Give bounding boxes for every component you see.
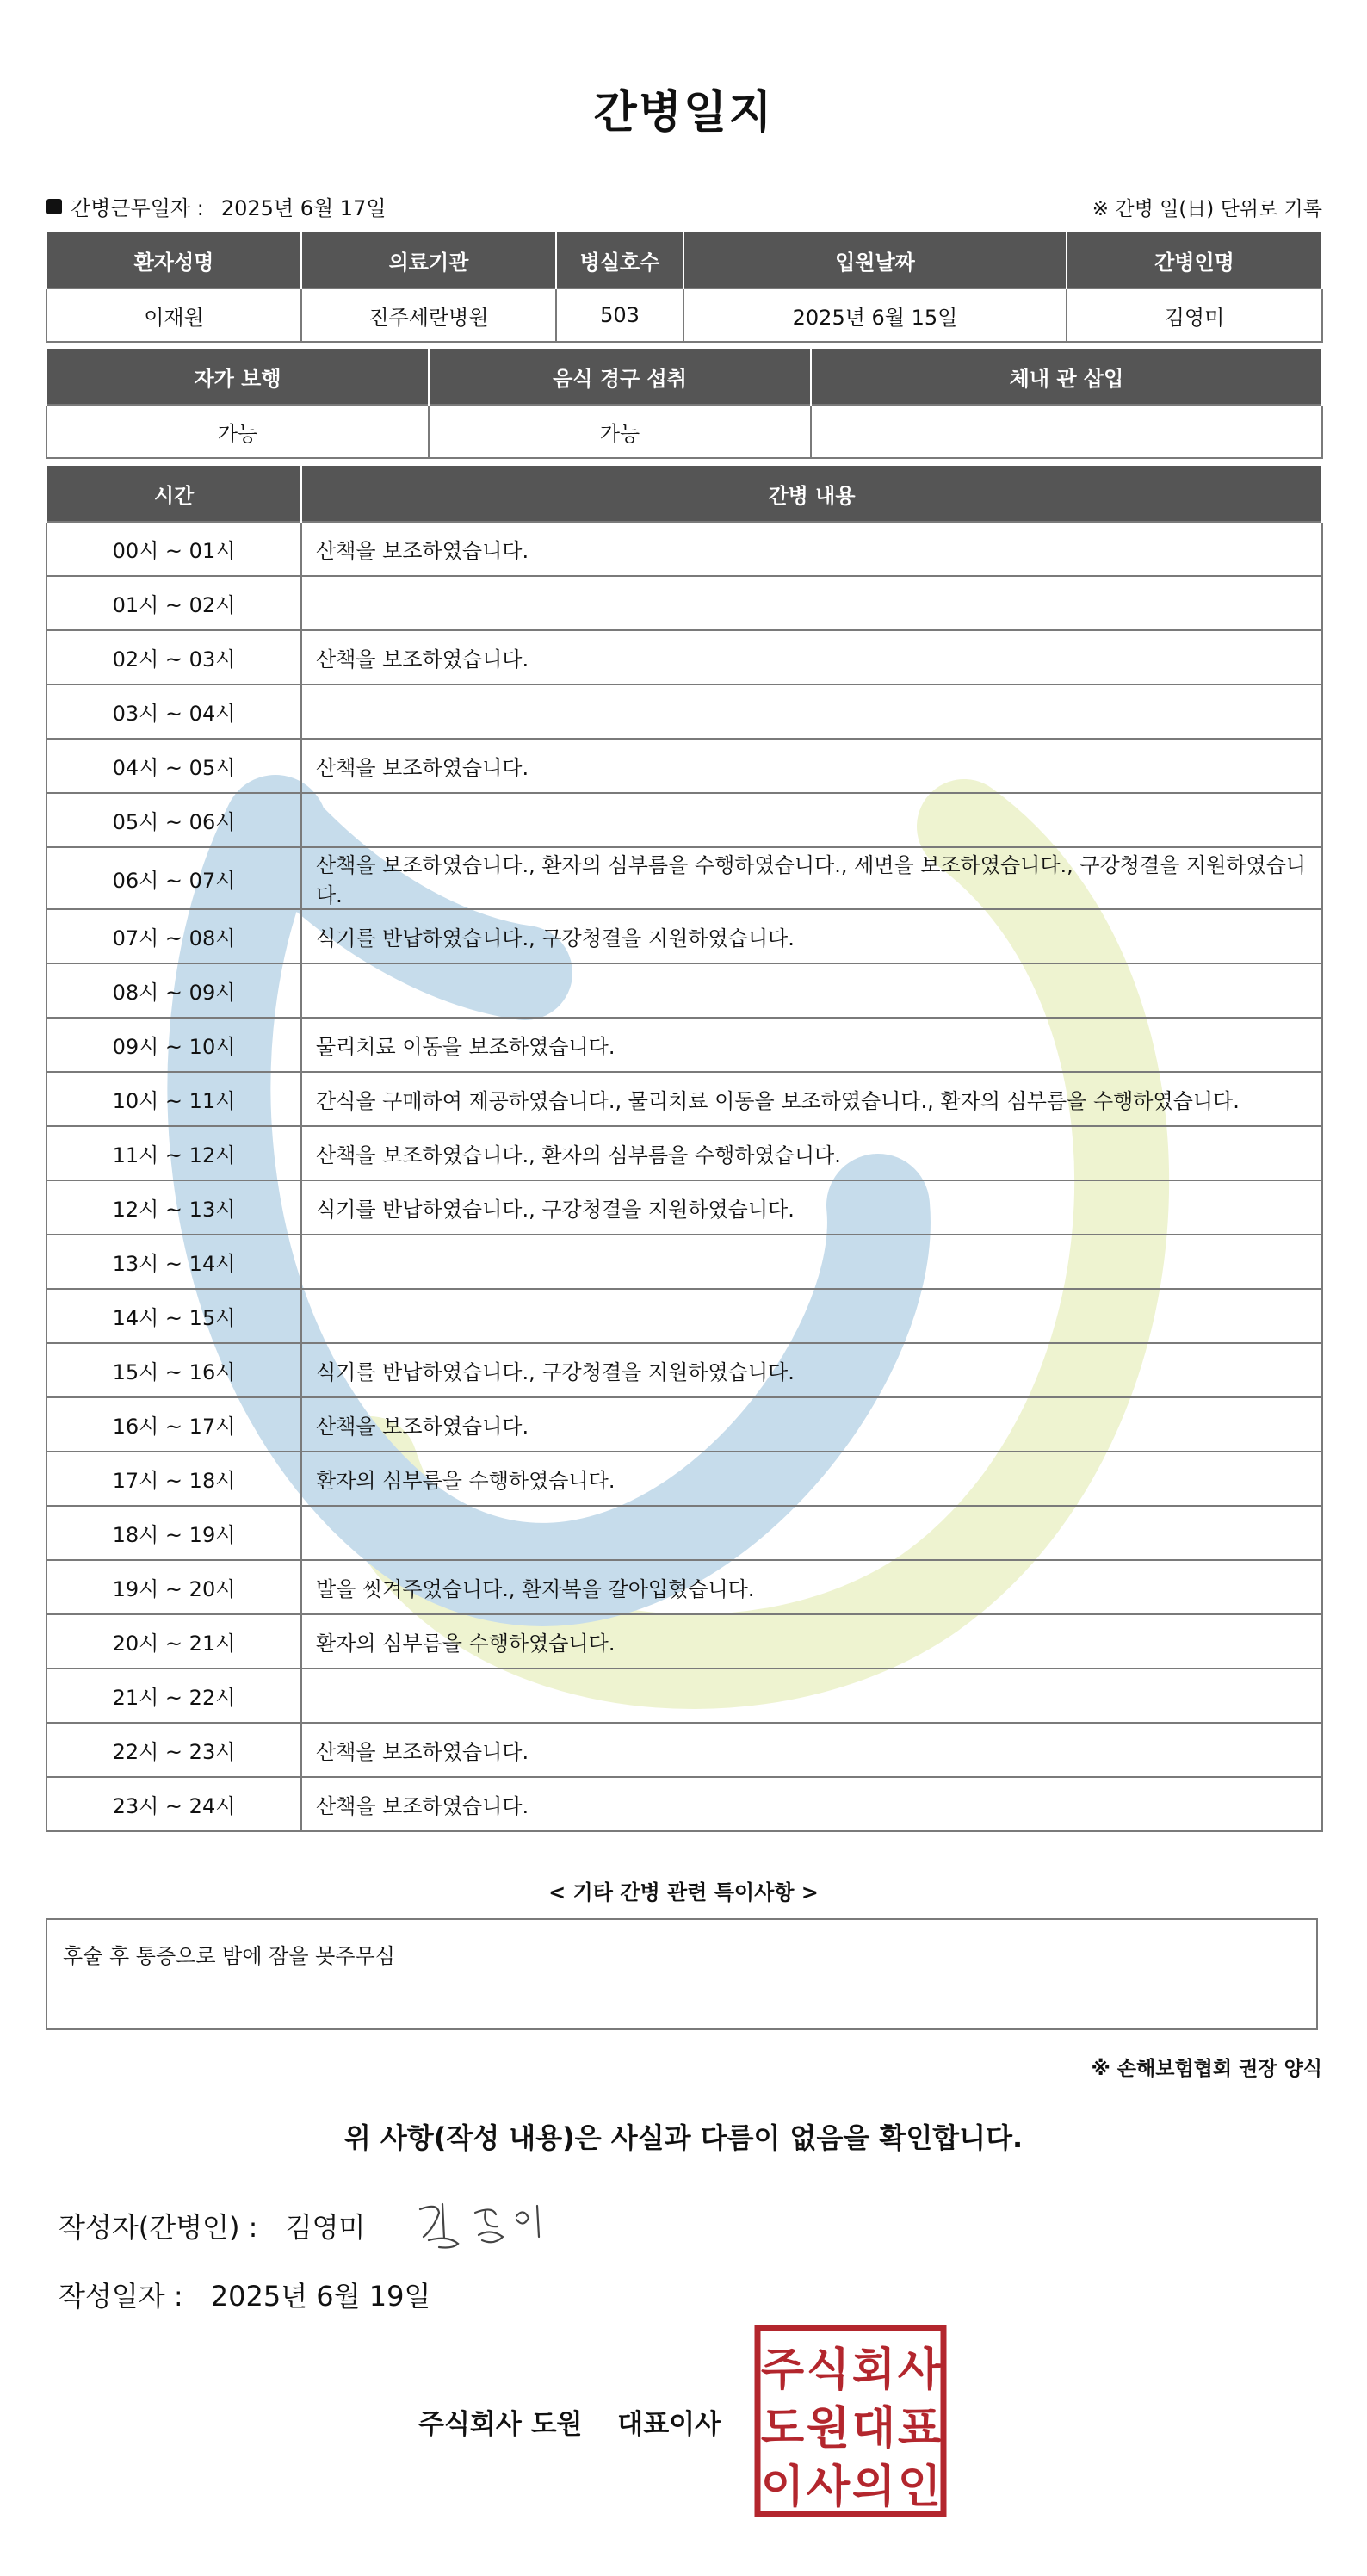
table-row: [46, 909, 1322, 963]
company-seal-stamp: [754, 2325, 947, 2517]
log-time-cell: 14시 ~ 15시: [46, 1289, 301, 1343]
company-representative: 대표이사: [617, 2409, 721, 2440]
write-date-label: 작성일자 :: [59, 2280, 183, 2313]
table-row: [46, 963, 1322, 1018]
log-time-cell: 01시 ~ 02시: [46, 576, 301, 630]
patient-name: 이재원: [46, 288, 301, 342]
room-number: 503: [556, 288, 684, 342]
hospital-name: 진주세란병원: [301, 288, 556, 342]
table-row: [46, 1072, 1322, 1126]
table-row: [46, 847, 1322, 909]
log-content-cell: 간식을 구매하여 제공하였습니다., 물리치료 이동을 보조하였습니다., 환자의 심부름을 수행하였습니다.: [301, 1072, 1322, 1126]
log-content-cell: [301, 1506, 1322, 1560]
table-row: [46, 1614, 1322, 1669]
table-row: [46, 522, 1322, 576]
document-title: 간병일지: [593, 87, 774, 139]
self-walking-value: 가능: [46, 405, 429, 458]
table-row: [46, 1397, 1322, 1452]
log-content-cell: 산책을 보조하였습니다.: [301, 739, 1322, 793]
header-caregiver-name: 간병인명: [1067, 232, 1322, 288]
log-time-cell: 15시 ~ 16시: [46, 1343, 301, 1397]
tube-insertion-value: [811, 405, 1322, 458]
log-content-cell: [301, 576, 1322, 630]
seal-character: 인: [897, 2461, 942, 2513]
header-patient-name: 환자성명: [46, 232, 301, 288]
header-time: 시간: [46, 466, 301, 522]
seal-character: 의: [851, 2461, 896, 2513]
table-row: [46, 684, 1322, 739]
work-date-label: 간병근무일자 :: [71, 196, 204, 220]
log-content-cell: 산책을 보조하였습니다.: [301, 630, 1322, 684]
admission-date: 2025년 6월 15일: [684, 288, 1067, 342]
log-time-cell: 00시 ~ 01시: [46, 522, 301, 576]
log-content-cell: 식기를 반납하였습니다., 구강청결을 지원하였습니다.: [301, 1343, 1322, 1397]
log-content-cell: [301, 684, 1322, 739]
writer-label: 작성자(간병인) :: [59, 2211, 258, 2244]
seal-character: 사: [897, 2344, 942, 2396]
log-content-cell: [301, 1235, 1322, 1289]
bullet-square-icon: [46, 199, 62, 214]
table-row: [46, 1506, 1322, 1560]
log-content-cell: [301, 1289, 1322, 1343]
seal-character: 사: [806, 2461, 851, 2513]
table-row: [46, 1669, 1322, 1723]
association-note: ※ 손해보험협회 권장 양식: [1091, 2058, 1322, 2080]
log-time-cell: 07시 ~ 08시: [46, 909, 301, 963]
log-content-cell: 산책을 보조하였습니다., 환자의 심부름을 수행하였습니다.: [301, 1126, 1322, 1180]
table-row: [46, 793, 1322, 847]
seal-character: 이: [760, 2461, 805, 2513]
log-time-cell: 04시 ~ 05시: [46, 739, 301, 793]
log-content-cell: 산책을 보조하였습니다.: [301, 1723, 1322, 1777]
patient-info-table: [46, 232, 1323, 343]
log-time-cell: 02시 ~ 03시: [46, 630, 301, 684]
header-oral-intake: 음식 경구 섭취: [429, 349, 811, 405]
patient-status-table: [46, 349, 1323, 459]
seal-character: 도: [760, 2403, 805, 2455]
table-row: [46, 1723, 1322, 1777]
unit-note: ※ 간병 일(日) 단위로 기록: [1092, 198, 1322, 220]
company-line: [418, 2402, 721, 2441]
writer-line: [59, 2206, 365, 2245]
seal-character: 표: [897, 2403, 942, 2455]
log-content-cell: 발을 씻겨주었습니다., 환자복을 갈아입혔습니다.: [301, 1560, 1322, 1614]
log-time-cell: 21시 ~ 22시: [46, 1669, 301, 1723]
log-time-cell: 06시 ~ 07시: [46, 847, 301, 909]
log-time-cell: 03시 ~ 04시: [46, 684, 301, 739]
log-content-cell: 산책을 보조하였습니다.: [301, 1397, 1322, 1452]
company-name: 주식회사 도원: [418, 2409, 583, 2440]
seal-character: 원: [806, 2403, 851, 2455]
header-admission-date: 입원날짜: [684, 232, 1067, 288]
log-time-cell: 10시 ~ 11시: [46, 1072, 301, 1126]
log-time-cell: 20시 ~ 21시: [46, 1614, 301, 1669]
seal-character: 회: [851, 2344, 896, 2396]
seal-character: 식: [806, 2344, 851, 2396]
special-notes-title: < 기타 간병 관련 특이사항 >: [548, 1880, 819, 1904]
work-date: [46, 191, 387, 221]
log-content-cell: 식기를 반납하였습니다., 구강청결을 지원하였습니다.: [301, 1180, 1322, 1235]
table-row: [46, 1560, 1322, 1614]
log-time-cell: 12시 ~ 13시: [46, 1180, 301, 1235]
log-content-cell: 산책을 보조하였습니다.: [301, 522, 1322, 576]
writer-name: 김영미: [285, 2211, 366, 2244]
write-date-line: [59, 2275, 430, 2314]
oral-intake-value: 가능: [429, 405, 811, 458]
log-time-cell: 13시 ~ 14시: [46, 1235, 301, 1289]
table-row: [46, 1452, 1322, 1506]
confirmation-statement: 위 사항(작성 내용)은 사실과 다름이 없음을 확인합니다.: [343, 2121, 1024, 2154]
table-row: [46, 1777, 1322, 1831]
log-time-cell: 19시 ~ 20시: [46, 1560, 301, 1614]
log-content-cell: 물리치료 이동을 보조하였습니다.: [301, 1018, 1322, 1072]
log-content-cell: 환자의 심부름을 수행하였습니다.: [301, 1614, 1322, 1669]
table-row: [46, 576, 1322, 630]
special-notes-box: 후술 후 통증으로 밤에 잠을 못주무심: [46, 1918, 1318, 2030]
table-row: [46, 1018, 1322, 1072]
header-care-content: 간병 내용: [301, 466, 1322, 522]
header-tube-insertion: 체내 관 삽입: [811, 349, 1322, 405]
log-time-cell: 23시 ~ 24시: [46, 1777, 301, 1831]
log-time-cell: 18시 ~ 19시: [46, 1506, 301, 1560]
write-date-value: 2025년 6월 19일: [210, 2280, 431, 2313]
log-time-cell: 08시 ~ 09시: [46, 963, 301, 1018]
header-self-walking: 자가 보행: [46, 349, 429, 405]
log-content-cell: 산책을 보조하였습니다.: [301, 1777, 1322, 1831]
log-content-cell: [301, 1669, 1322, 1723]
log-time-cell: 17시 ~ 18시: [46, 1452, 301, 1506]
table-row: [46, 1180, 1322, 1235]
log-content-cell: 식기를 반납하였습니다., 구강청결을 지원하였습니다.: [301, 909, 1322, 963]
log-content-cell: 환자의 심부름을 수행하였습니다.: [301, 1452, 1322, 1506]
header-room-number: 병실호수: [556, 232, 684, 288]
header-hospital: 의료기관: [301, 232, 556, 288]
log-time-cell: 05시 ~ 06시: [46, 793, 301, 847]
seal-character: 주: [760, 2344, 805, 2396]
table-row: [46, 1235, 1322, 1289]
log-content-cell: [301, 963, 1322, 1018]
log-content-cell: 산책을 보조하였습니다., 환자의 심부름을 수행하였습니다., 세면을 보조하였습니다., 구강청결을 지원하였습니다.: [301, 847, 1322, 909]
log-time-cell: 09시 ~ 10시: [46, 1018, 301, 1072]
work-date-value: 2025년 6월 17일: [220, 196, 387, 220]
table-row: [46, 1289, 1322, 1343]
seal-character: 대: [851, 2403, 896, 2455]
table-row: [46, 739, 1322, 793]
log-time-cell: 11시 ~ 12시: [46, 1126, 301, 1180]
log-time-cell: 16시 ~ 17시: [46, 1397, 301, 1452]
table-row: [46, 630, 1322, 684]
handwritten-signature: [413, 2194, 551, 2254]
table-row: [46, 1343, 1322, 1397]
caregiver-name: 김영미: [1067, 288, 1322, 342]
log-time-cell: 22시 ~ 23시: [46, 1723, 301, 1777]
table-row: [46, 1126, 1322, 1180]
care-log-table: [46, 466, 1323, 1832]
log-content-cell: [301, 793, 1322, 847]
